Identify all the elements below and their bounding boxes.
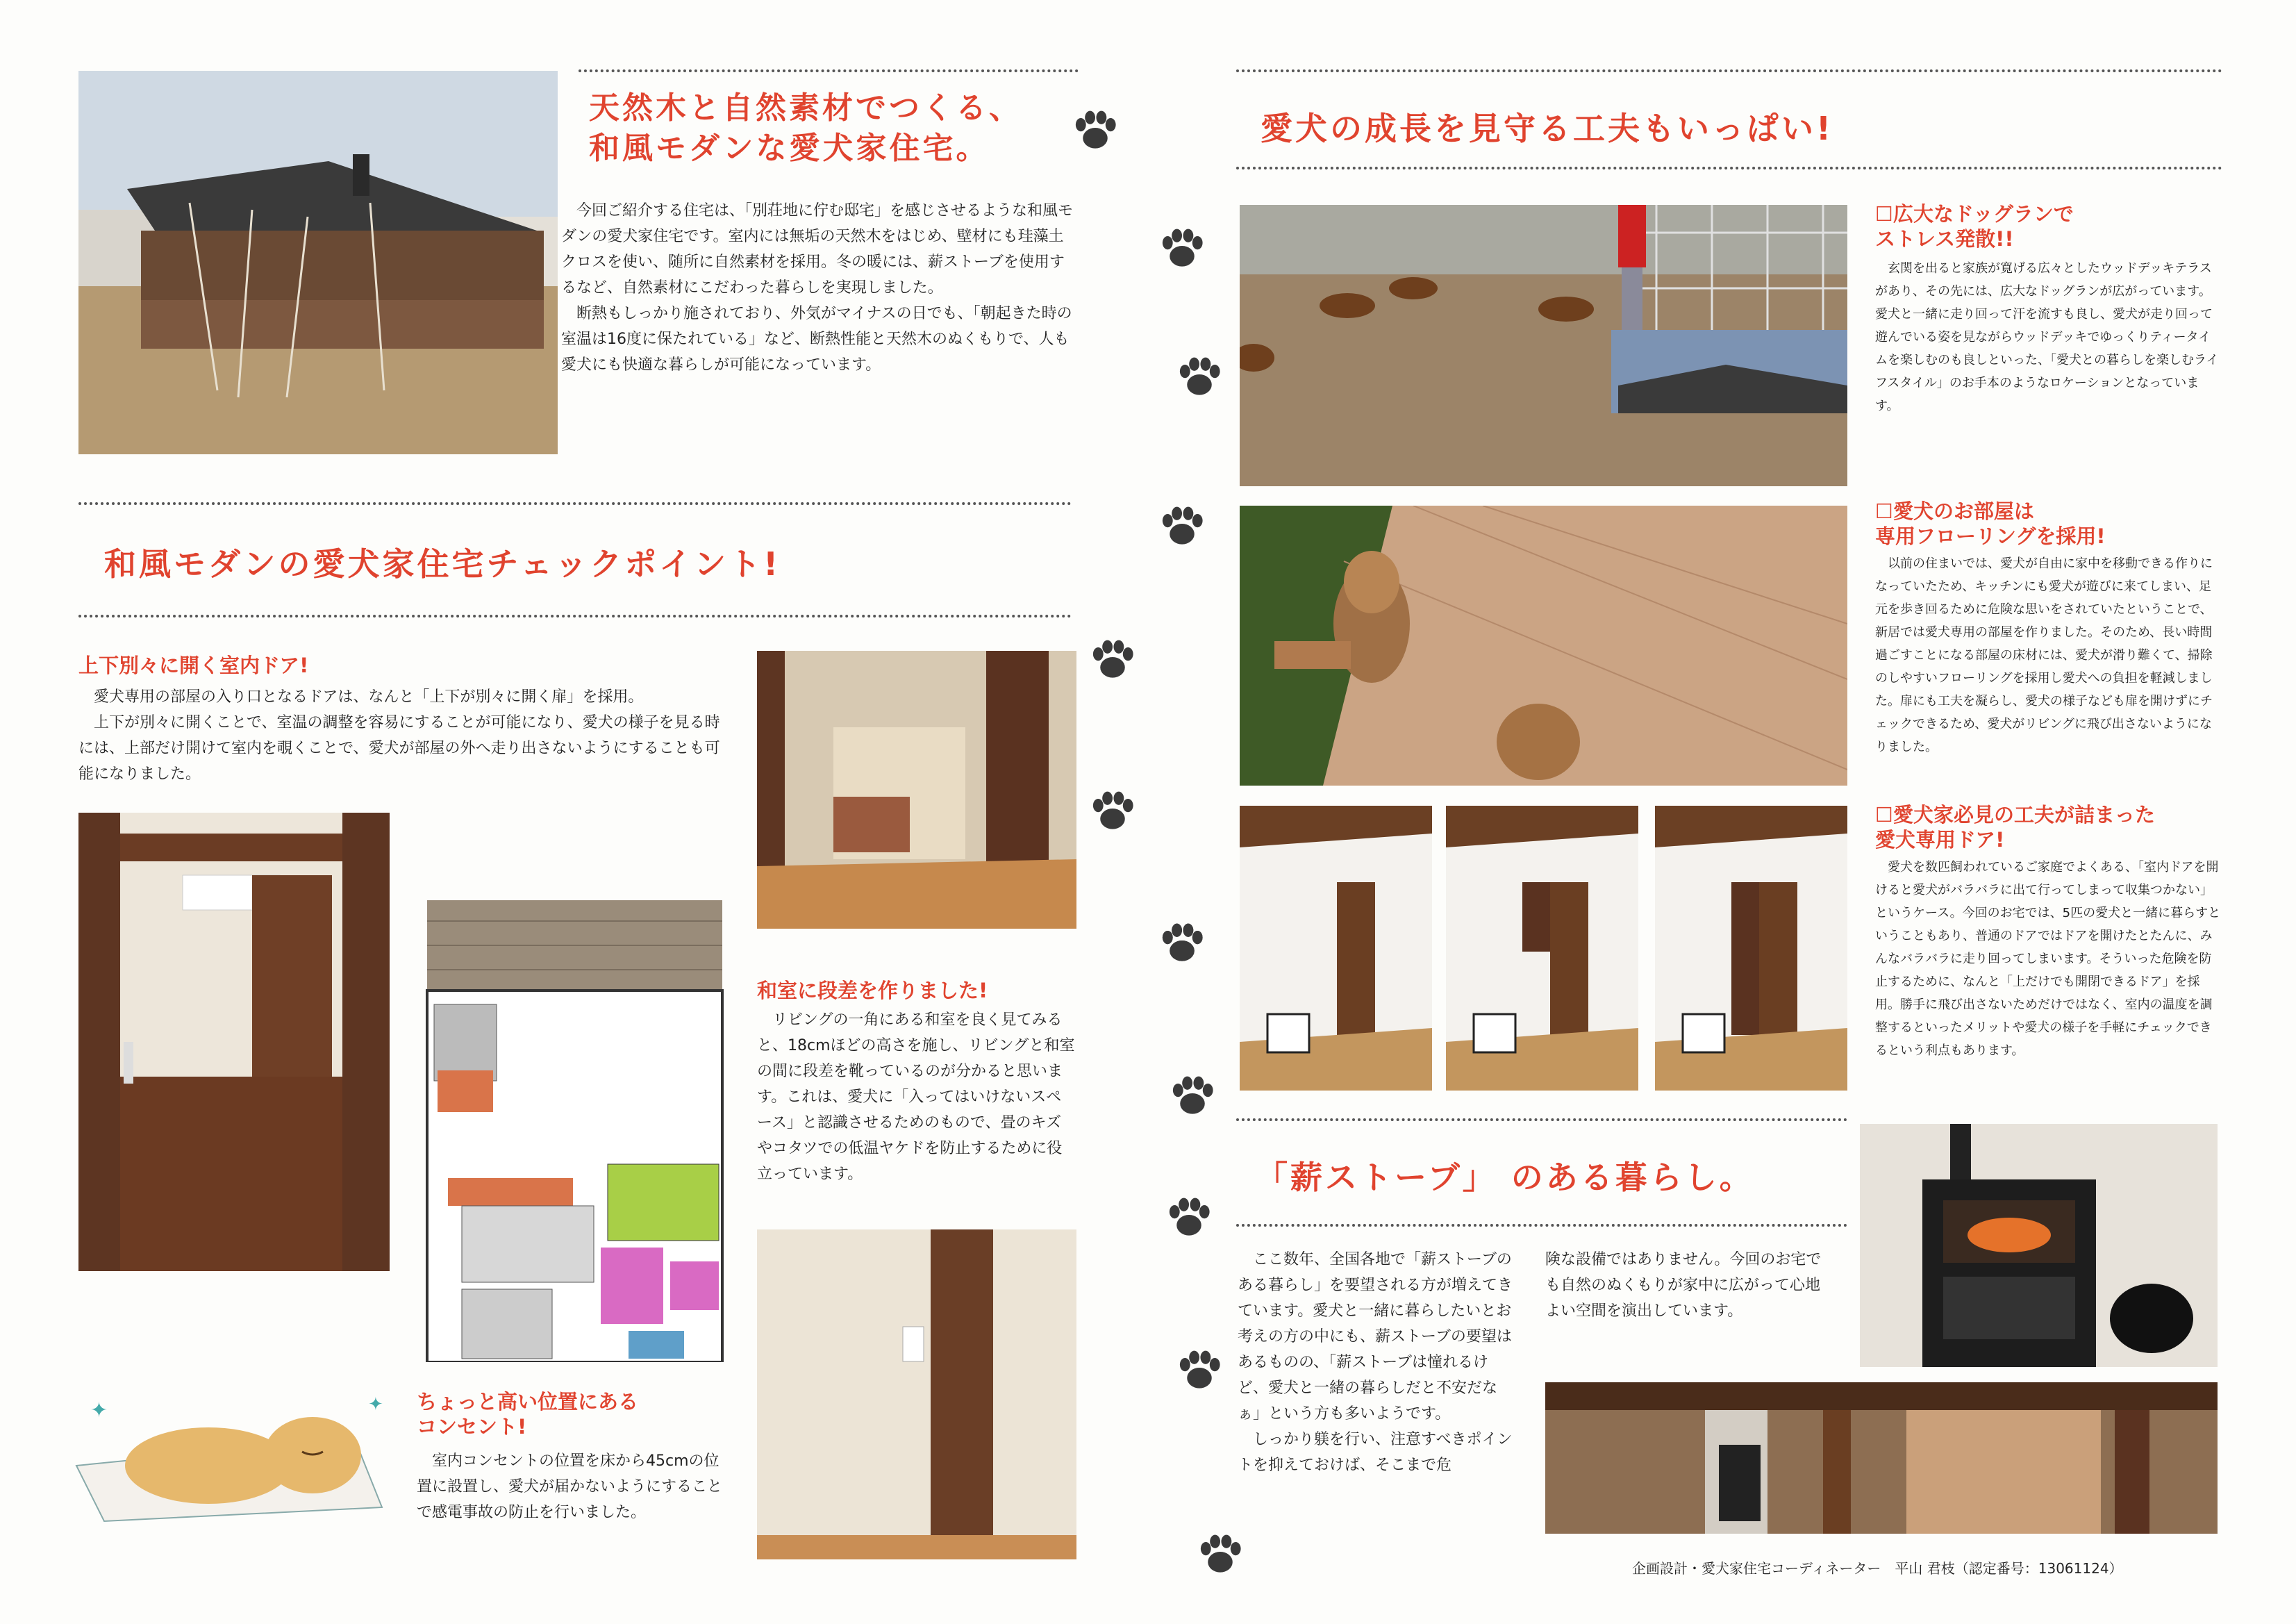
divider-line — [1236, 1118, 1847, 1121]
paw-print-icon — [1087, 633, 1138, 685]
outlet-body: 室内コンセントの位置を床から45cmの位置に設置し、愛犬が届かないようにすることで感電事故の防止を行いました。 — [417, 1452, 723, 1521]
wood-stove-photo — [1860, 1124, 2218, 1367]
paw-print-icon — [1156, 500, 1208, 552]
dog-door-photo-1 — [1240, 806, 1432, 1091]
svg-text:✦: ✦ — [90, 1398, 108, 1423]
sleeping-dog-illustration — [63, 1389, 396, 1528]
room-title: ☐愛犬のお部屋は 専用フローリングを採用! — [1875, 499, 2106, 549]
dog-door-photo-2 — [1446, 806, 1638, 1091]
growth-title: 愛犬の成長を見守る工夫もいっぱい! — [1261, 110, 1833, 147]
checkpoint-title: 和風モダンの愛犬家住宅チェックポイント! — [104, 545, 781, 583]
svg-text:✦: ✦ — [368, 1394, 383, 1415]
intro-title-line2: 和風モダンな愛犬家住宅。 — [589, 131, 990, 166]
paw-print-icon — [1087, 785, 1138, 836]
specialdoor-body: 愛犬を数匹飼われているご家庭でよくある、「室内ドアを開けると愛犬がバラバラに出て行ってしまって収集つかない」というケース。今回のお宅では、5匹の愛犬と一緒に暮らすということもあり、普通のドアではドアを開けたとたんに、みんなバラバラに走り回ってしまいます。そういった危険を防止するために、なんと「上だけでも開閉できるドア」を採用。勝手に飛び出さないためだけではなく、室内の温度を調整するといったメリットや愛犬の様子を手軽にチェックできるという利点もあります。 — [1875, 860, 2221, 1058]
dog-room-floor-photo — [1240, 506, 1847, 786]
washitsu-title: 和室に段差を作りました! — [757, 979, 988, 1002]
paw-print-icon — [1167, 1070, 1218, 1121]
stove-interior-photo — [1545, 1382, 2218, 1534]
stove-title: 「薪ストーブ」 のある暮らし。 — [1256, 1159, 1754, 1196]
paw-print-icon — [1156, 222, 1208, 274]
door-title: 上下別々に開く室内ドア! — [78, 654, 309, 677]
house-exterior-photo — [78, 71, 558, 454]
split-door-photo — [78, 813, 390, 1271]
dog-door-photo-3 — [1655, 806, 1847, 1091]
paw-print-icon — [1070, 104, 1121, 156]
paw-print-icon — [1174, 351, 1225, 402]
stove-col2: 険な設備ではありません。今回のお宅でも自然のぬくもりが家中に広がって心地よい空間を演出しています。 — [1545, 1251, 1822, 1320]
dog-run-photo — [1240, 205, 1847, 486]
paw-print-icon — [1163, 1191, 1215, 1243]
room-body: 以前の住まいでは、愛犬が自由に家中を移動できる作りになっていたため、キッチンにも愛犬が遊びに来てしまい、足元を歩き回るために危険な思いをされていたということで、新居では愛犬専用の部屋を作りました。そのため、長い時間過ごすことになる部屋の床材には、愛犬が滑り難くて、掃除のしやすいフローリングを採用し愛犬への負担を軽減しました。扉にも工夫を凝らし、愛犬の様子なども扉を開けずにチェックできるため、愛犬がリビングに飛び出さないようになりました。 — [1875, 556, 2213, 754]
divider-line — [78, 502, 1072, 505]
wall-outlet-photo — [757, 1229, 1076, 1559]
dogrun-body: 玄関を出ると家族が寛げる広々としたウッドデッキテラスがあり、その先には、広大なドッグランが広がっています。愛犬と一緒に走り回って汗を流すも良し、愛犬が走り回って遊んでいる姿を見ながらウッドデッキでゆっくりティータイムを楽しむのも良しといった、「愛犬との暮らしを楽しむライフスタイル」のお手本のようなロケーションとなっています。 — [1875, 261, 2219, 413]
specialdoor-title: ☐愛犬家必見の工夫が詰まった 愛犬専用ドア! — [1875, 803, 2155, 852]
stove-col1: ここ数年、全国各地で「薪ストーブのある暮らし」を要望される方が増えてきています。愛犬と一緒に暮らしたいとお考えの方の中にも、薪ストーブの要望はあるものの、「薪ストーブは憧れるけど、愛犬と一緒の暮らしだと不安だなぁ」という方も多いようです。 しっかり躾を行い、注意すべきポイントを抑えておけば、そこまで危 — [1238, 1251, 1513, 1474]
divider-line — [1236, 1224, 1847, 1227]
dogrun-title: ☐広大なドッグランで ストレス発散!! — [1875, 202, 2074, 251]
intro-title-line1: 天然木と自然素材でつくる、 — [589, 90, 1022, 126]
floor-plan-illustration — [420, 900, 729, 1362]
washitsu-body: リビングの一角にある和室を良く見てみると、18cmほどの高さを施し、リビングと和室の間に段差を靴っているのが分かると思います。これは、愛犬に「入ってはいけないスペース」と認識させるためのもので、畳のキズやコタツでの低温ヤケドを防止するために役立っています。 — [757, 1011, 1075, 1183]
door-body: 愛犬専用の部屋の入り口となるドアは、なんと「上下が別々に開く扉」を採用。 上下が別々に開くことで、室温の調整を容易にすることが可能になり、愛犬の様子を見る時には、上部だけ開けて室内を覗くことで、愛犬が部屋の外へ走り出さないようにすることも可能になりました。 — [78, 688, 720, 783]
footer-credit: 企画設計・愛犬家住宅コーディネーター 平山 君枝（認定番号：13061124） — [1632, 1560, 2123, 1577]
paw-print-icon — [1156, 917, 1208, 968]
divider-line — [1236, 167, 2222, 169]
divider-line — [78, 615, 1072, 618]
japanese-room-photo — [757, 651, 1076, 929]
divider-line — [579, 69, 1079, 72]
paw-print-icon — [1195, 1528, 1246, 1580]
divider-line — [1236, 69, 2222, 72]
outlet-title: ちょっと高い位置にある コンセント! — [417, 1390, 639, 1439]
paw-print-icon — [1174, 1344, 1225, 1395]
intro-body: 今回ご紹介する住宅は、「別荘地に佇む邸宅」を感じさせるような和風モダンの愛犬家住宅です。室内には無垢の天然木をはじめ、壁材にも珪藻土クロスを使い、随所に自然素材を採用。冬の暖には、薪ストーブを使用するなど、自然素材にこだわった暮らしを実現しました。 断熱もしっかり施されており、外気がマイナスの日でも、「朝起きた時の室温は16度に保たれている」など、断熱性能と天然木のぬくもりで、人も愛犬にも快適な暮らしが可能になっています。 — [561, 202, 1074, 374]
